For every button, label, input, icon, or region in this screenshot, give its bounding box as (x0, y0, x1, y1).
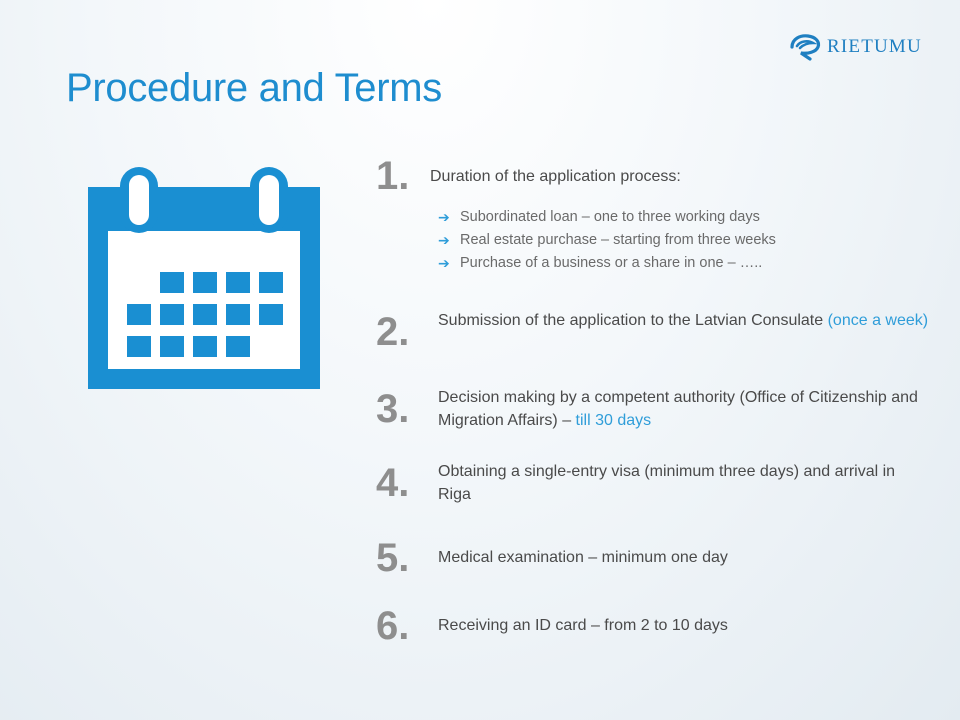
step-text-main: Decision making by a competent authority (Office of Citizenship and Migration Affairs) – (438, 389, 918, 429)
step-text: Medical examination – minimum one day (438, 549, 728, 566)
page-title: Procedure and Terms (66, 66, 442, 110)
step-number: 4. (376, 461, 410, 505)
arrow-right-icon: ➔ (438, 209, 450, 225)
step-text: Obtaining a single-entry visa (minimum three days) and arrival in Riga (438, 463, 896, 503)
step-text: Receiving an ID card – from 2 to 10 days (438, 617, 728, 634)
rietumu-logo-icon (788, 32, 824, 62)
arrow-right-icon: ➔ (438, 232, 450, 248)
duration-list (438, 206, 918, 275)
step-number: 2. (376, 310, 410, 354)
list-item (438, 229, 918, 252)
step-text (438, 386, 938, 432)
list-item-text: Purchase of a business or a share in one – ….. (460, 255, 763, 271)
step-text: Duration of the application process: (430, 168, 681, 185)
step-highlight: till 30 days (575, 412, 652, 429)
step-number: 1. (376, 154, 410, 198)
step-text-main: Submission of the application to the Latvian Consulate (438, 312, 824, 329)
list-item (438, 252, 918, 275)
rietumu-logo (788, 30, 928, 64)
step-highlight: (once a week) (827, 312, 929, 329)
arrow-right-icon: ➔ (438, 255, 450, 271)
list-item-text: Subordinated loan – one to three working days (460, 209, 760, 225)
list-item-text: Real estate purchase – starting from three weeks (460, 232, 776, 248)
calendar-icon (82, 155, 326, 395)
list-item (438, 206, 918, 229)
step-text (438, 309, 938, 332)
brand-name: RIETUMU (827, 36, 922, 57)
step-number: 6. (376, 604, 410, 648)
step-number: 3. (376, 387, 410, 431)
step-number: 5. (376, 536, 410, 580)
